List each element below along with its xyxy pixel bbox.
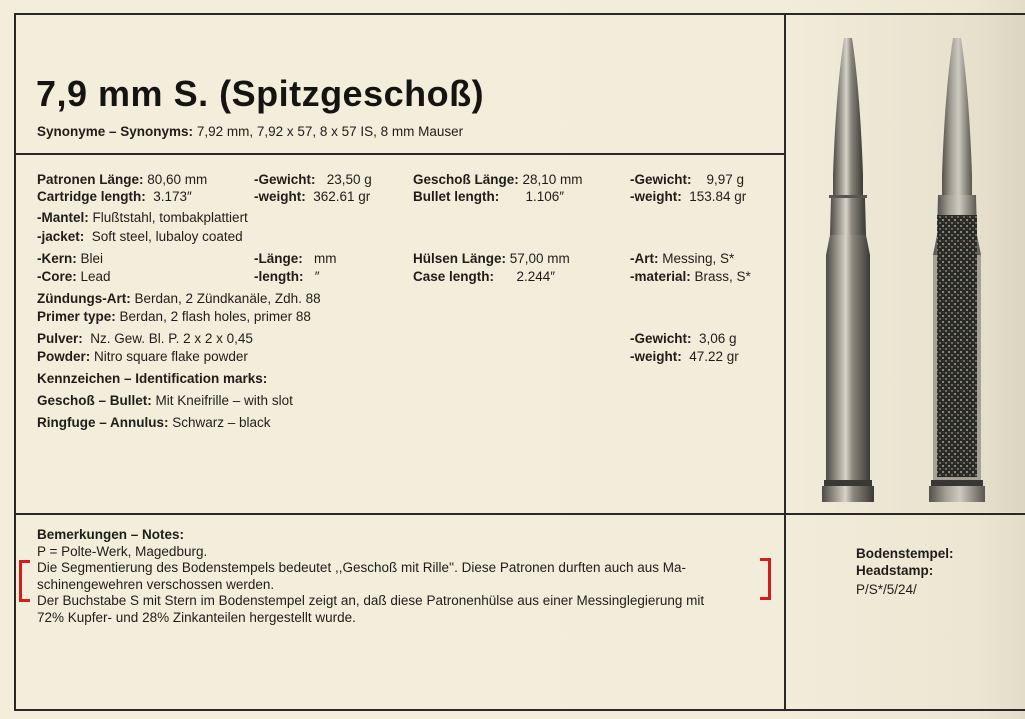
gewicht-3-value: 3,06 g	[691, 331, 737, 346]
geschoss-laenge-label: Geschoß Länge:	[413, 172, 519, 187]
bullet-length-label: Bullet length:	[413, 189, 500, 204]
patronen-laenge-label: Patronen Länge:	[37, 172, 144, 187]
headstamp-label-de: Bodenstempel:	[856, 546, 954, 561]
zuendungs-value: Berdan, 2 Zündkanäle, Zdh. 88	[130, 291, 321, 306]
notes-section	[37, 527, 777, 626]
weight-1	[254, 188, 370, 205]
primer-type	[37, 308, 311, 325]
highlight-bracket-right	[760, 558, 771, 600]
core	[37, 268, 111, 285]
ringfuge	[37, 414, 271, 431]
jacket	[37, 228, 243, 245]
notes-heading: Bemerkungen – Notes:	[37, 527, 185, 542]
material	[630, 268, 751, 285]
art	[630, 250, 734, 267]
cartridge-length-value: 3.173″	[145, 189, 192, 204]
weight-3	[630, 348, 739, 365]
weight-1-value: 362.61 gr	[305, 189, 371, 204]
gewicht-3	[630, 330, 737, 347]
divider-title	[14, 153, 785, 155]
notes-line: Der Buchstabe S mit Stern im Bodenstempel zeigt an, daß diese Patronenhülse aus einer Messinglegierung mit	[37, 593, 705, 608]
frame-bottom	[14, 709, 1025, 711]
highlight-bracket-left	[19, 560, 30, 602]
art-value: Messing, S*	[658, 251, 735, 266]
gewicht-3-label: -Gewicht:	[630, 331, 692, 346]
geschoss-laenge-value: 28,10 mm	[518, 172, 583, 187]
gewicht-2-value: 9,97 g	[691, 172, 745, 187]
show-through-shadow	[786, 15, 1025, 512]
primer-label: Primer type:	[37, 309, 116, 324]
weight-2	[630, 188, 746, 205]
gewicht-1	[254, 171, 372, 188]
material-value: Brass, S*	[690, 269, 751, 284]
laenge	[254, 250, 337, 267]
cartridge-length-label: Cartridge length:	[37, 189, 146, 204]
patronen-laenge-value: 80,60 mm	[143, 172, 208, 187]
mantel-value: Flußtstahl, tombakplattiert	[88, 210, 248, 225]
huelsen-laenge	[413, 250, 570, 267]
core-label: -Core:	[37, 269, 77, 284]
weight-2-value: 153.84 gr	[681, 189, 747, 204]
notes-line: Die Segmentierung des Bodenstempels bedeutet ,,Geschoß mit Rille''. Diese Patronen durften auch aus Ma-	[37, 560, 687, 575]
zuendungs-art	[37, 290, 321, 307]
laenge-label: -Länge:	[254, 251, 303, 266]
powder-value: Nitro square flake powder	[90, 349, 248, 364]
synonyms-label: Synonyme – Synonyms:	[37, 124, 194, 139]
synonyms-line	[37, 124, 463, 139]
weight-3-value: 47.22 gr	[681, 349, 739, 364]
jacket-value: Soft steel, lubaloy coated	[84, 229, 243, 244]
mantel	[37, 209, 248, 226]
bullet-length	[413, 188, 564, 205]
geschoss-bullet-value: Mit Kneifrille – with slot	[151, 393, 293, 408]
powder-label: Powder:	[37, 349, 91, 364]
patronen-laenge	[37, 171, 207, 188]
jacket-label: -jacket:	[37, 229, 85, 244]
case-length-label: Case length:	[413, 269, 495, 284]
material-label: -material:	[630, 269, 691, 284]
cartridge-length	[37, 188, 192, 205]
pulver	[37, 330, 253, 347]
kern	[37, 250, 103, 267]
geschoss-bullet-label: Geschoß – Bullet:	[37, 393, 152, 408]
weight-3-label: -weight:	[630, 349, 682, 364]
case-length	[413, 268, 555, 285]
laenge-value: mm	[302, 251, 337, 266]
length-label: -length:	[254, 269, 304, 284]
huelsen-laenge-value: 57,00 mm	[506, 251, 570, 266]
zuendungs-label: Zündungs-Art:	[37, 291, 131, 306]
headstamp-value: P/S*/5/24/	[856, 582, 917, 597]
headstamp-label-en: Headstamp:	[856, 563, 934, 578]
notes-line: P = Polte-Werk, Magedburg.	[37, 543, 208, 559]
headstamp-block	[856, 545, 954, 598]
frame-left	[14, 13, 16, 711]
weight-1-label: -weight:	[254, 189, 306, 204]
art-label: -Art:	[630, 251, 659, 266]
ringfuge-value: Schwarz – black	[168, 415, 271, 430]
powder	[37, 348, 248, 365]
core-value: Lead	[76, 269, 111, 284]
length	[254, 268, 320, 285]
mantel-label: -Mantel:	[37, 210, 89, 225]
kern-label: -Kern:	[37, 251, 77, 266]
synonyms-value: 7,92 mm, 7,92 x 57, 8 x 57 IS, 8 mm Mauser	[193, 124, 464, 139]
huelsen-laenge-label: Hülsen Länge:	[413, 251, 507, 266]
divider-notes	[14, 513, 1025, 515]
weight-2-label: -weight:	[630, 189, 682, 204]
geschoss-bullet	[37, 392, 293, 409]
geschoss-laenge	[413, 171, 583, 188]
gewicht-2	[630, 171, 744, 188]
gewicht-1-value: 23,50 g	[315, 172, 372, 187]
gewicht-1-label: -Gewicht:	[254, 172, 316, 187]
bullet-length-value: 1.106″	[499, 189, 565, 204]
notes-line: schinengewehren verschossen werden.	[37, 576, 275, 592]
primer-value: Berdan, 2 flash holes, primer 88	[115, 309, 311, 324]
pulver-label: Pulver:	[37, 331, 83, 346]
page-title: 7,9 mm S. (Spitzgeschoß)	[36, 73, 485, 114]
length-value: ″	[303, 269, 320, 284]
case-length-value: 2.244″	[494, 269, 556, 284]
ringfuge-label: Ringfuge – Annulus:	[37, 415, 169, 430]
kennzeichen-heading: Kennzeichen – Identification marks:	[37, 371, 268, 386]
pulver-value: Nz. Gew. Bl. P. 2 x 2 x 0,45	[82, 331, 253, 346]
gewicht-2-label: -Gewicht:	[630, 172, 692, 187]
notes-line: 72% Kupfer- und 28% Zinkanteilen hergestellt wurde.	[37, 609, 356, 625]
kern-value: Blei	[76, 251, 104, 266]
